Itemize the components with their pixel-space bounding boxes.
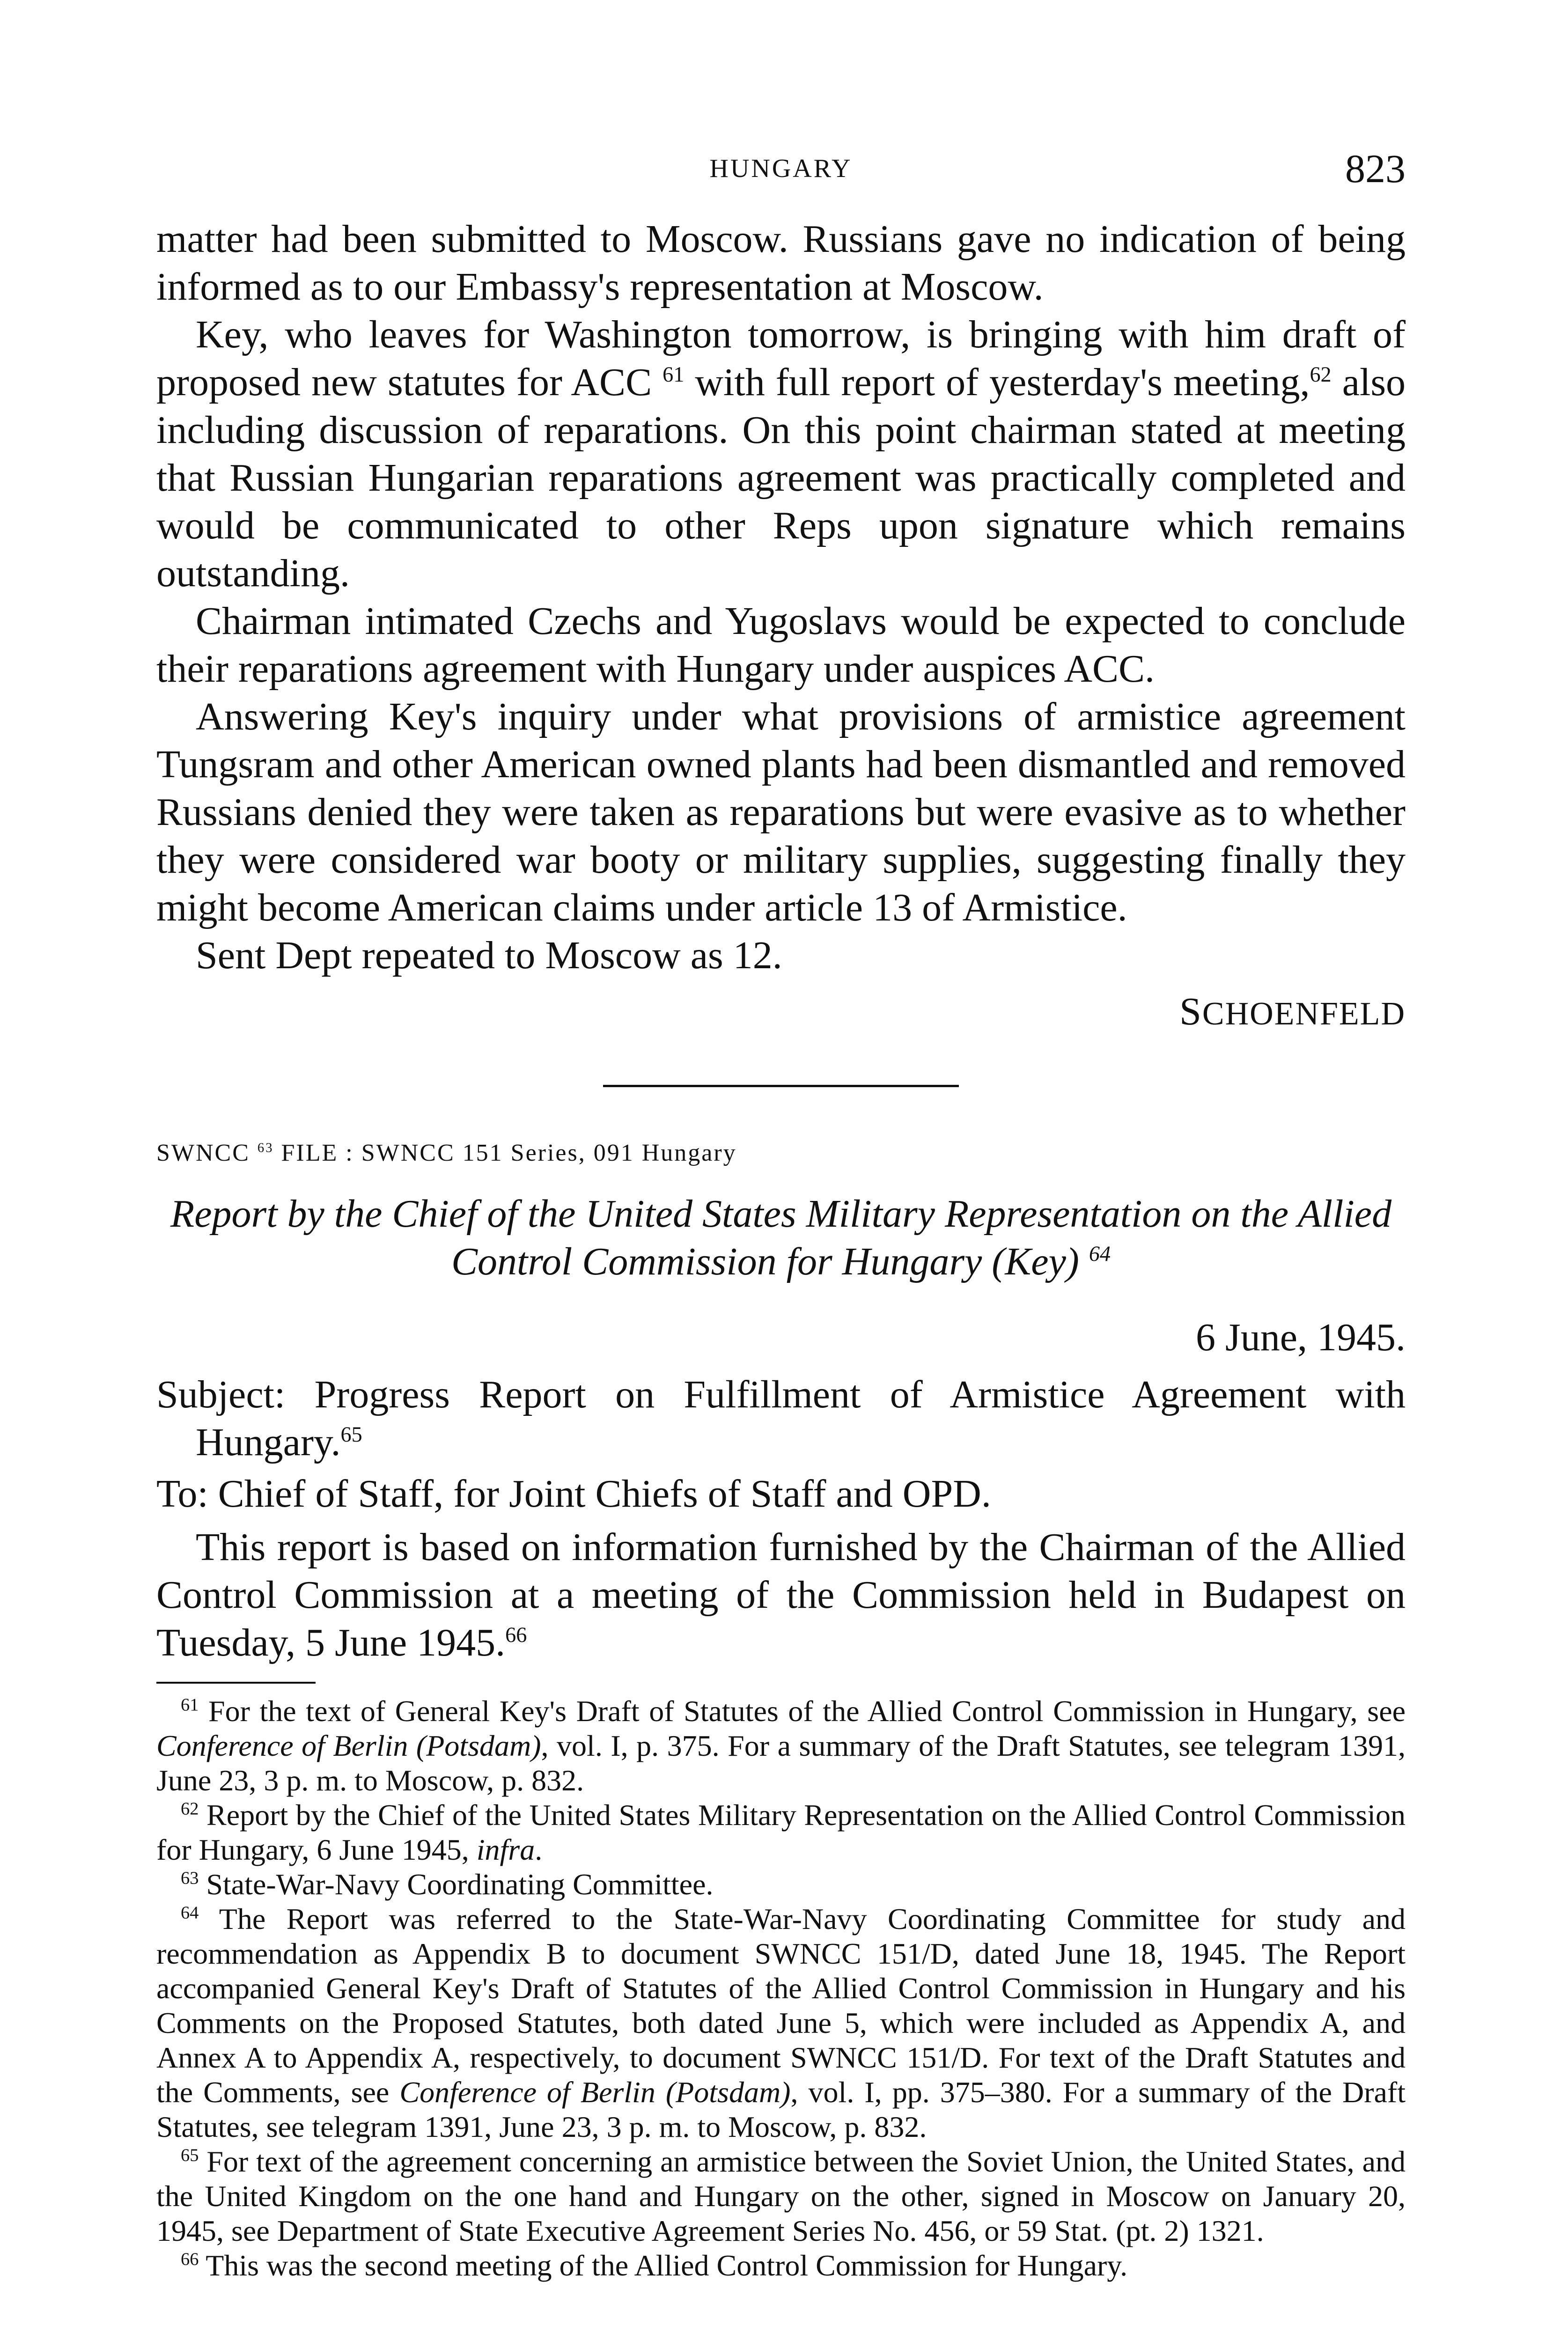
footnote-ref-66: 66 [505,1623,527,1647]
footnote-61-citation: Conference of Berlin (Potsdam) [156,1729,541,1762]
body-paragraph-2 [156,311,1406,597]
footnotes [156,1694,1406,2283]
footnote-65 [156,2144,1406,2248]
footnote-62-part-b: . [535,1833,543,1866]
file-reference [156,1129,1406,1177]
to-line: To: Chief of Staff, for Joint Chiefs of Staff and OPD. [156,1472,991,1516]
report-paragraph-1 [156,1524,1406,1667]
page-number: 823 [1345,146,1406,191]
page-header [156,145,1406,197]
document-date: 6 June, 1945. [1196,1316,1406,1359]
signature-initial: S [1179,990,1202,1033]
signature [156,988,1406,1038]
footnote-61 [156,1694,1406,1798]
footnote-65-text: For text of the agreement concerning an armistice between the Soviet Union, the United States, and the United Kingdom on the one hand and Hungary on the other, signed in Moscow on January 20, 1945, see Department of State Executive Agreement Series No. 456, or 59 Stat. (pt. 2) 1321. [156,2145,1406,2247]
footnote-number-64: 64 [181,1903,199,1923]
footnote-63-text: State-War-Navy Coordinating Committee. [206,1868,714,1901]
footnote-ref-63: 63 [257,1141,274,1156]
section-divider [603,1085,959,1087]
footnote-ref-62: 62 [1310,362,1332,386]
footnote-61-part-b: , vol. I, p. 375. For a summary of the Draft Statutes, see telegram 1391, June 23, 3 p. m. to Moscow, p. 832. [156,1729,1406,1797]
footnote-number-61: 61 [181,1695,199,1715]
footnote-62-citation: infra [476,1833,535,1866]
page-body [156,215,1406,2283]
report-paragraph-1-text: This report is based on information furnished by the Chairman of the Allied Control Commission at a meeting of the Commission held in Budapest on Tuesday, 5 June 1945. [156,1525,1406,1664]
footnote-62 [156,1798,1406,1867]
footnote-divider [156,1682,316,1684]
file-reference-text: FILE : SWNCC 151 Series, 091 Hungary [273,1140,737,1166]
subject-line [156,1371,1406,1466]
document-title [156,1190,1406,1286]
body-paragraph-2-part-c: also including discussion of reparations. On this point chairman stated at meeting that Russian Hungarian reparations agreement was practically completed and would be communicated to other Reps upon signature which remains outstanding. [156,361,1406,595]
body-paragraph-5: Sent Dept repeated to Moscow as 12. [196,934,782,977]
body-paragraph-1: matter had been submitted to Moscow. Russians gave no indication of being informed as to our Embassy's representation at Moscow. [156,217,1406,309]
footnote-61-part-a: For the text of General Key's Draft of Statutes of the Allied Control Commission in Hungary, see [208,1694,1406,1728]
body-paragraph-2-part-a: Key, who leaves for Washington tomorrow, is bringing with him draft of proposed new statutes for ACC [156,313,1406,404]
body-paragraph-4: Answering Key's inquiry under what provisions of armistice agreement Tungsram and other American owned plants had been dismantled and removed Russians denied they were taken as reparations but were evasive as to whether they were considered war booty or military supplies, suggesting finally they might become American claims under article 13 of Armistice. [156,695,1406,929]
footnote-64-part-b: , vol. I, pp. 375–380. For a summary of the Draft Statutes, see telegram 1391, June 23, 3 p. m. to Moscow, p. 832. [156,2076,1406,2143]
body-paragraph-2-part-b: with full report of yesterday's meeting, [684,361,1310,404]
footnote-63 [156,1867,1406,1902]
running-head: HUNGARY [709,154,853,183]
body-paragraph-3: Chairman intimated Czechs and Yugoslavs would be expected to conclude their reparations agreement with Hungary under auspices ACC. [156,599,1406,691]
footnote-ref-61: 61 [663,362,685,386]
footnote-66-text: This was the second meeting of the Allied Control Commission for Hungary. [206,2249,1128,2282]
footnote-number-66: 66 [181,2249,199,2269]
subject-text: Subject: Progress Report on Fulfillment of Armistice Agreement with Hungary. [156,1373,1406,1464]
footnote-number-62: 62 [181,1799,199,1819]
file-prefix: SWNCC [156,1140,250,1166]
footnote-64 [156,1902,1406,2144]
footnote-66 [156,2248,1406,2283]
footnote-number-65: 65 [181,2145,199,2165]
document-title-text: Report by the Chief of the United States Military Representation on the Allied Control Commission for Hungary (Key) [170,1192,1392,1283]
footnote-ref-65: 65 [340,1422,362,1446]
footnote-number-63: 63 [181,1868,199,1888]
footnote-ref-64: 64 [1089,1242,1111,1266]
footnote-64-part-a: The Report was referred to the State-War-Navy Coordinating Committee for study and recommendation as Appendix B to document SWNCC 151/D, dated June 18, 1945. The Report accompanied General Key's Draft of Statutes of the Allied Control Commission in Hungary and his Comments on the Proposed Statutes, both dated June 5, which were included as Appendix A, and Annex A to Appendix A, respectively, to document SWNCC 151/D. For text of the Draft Statutes and the Comments, see [156,1902,1406,2109]
footnote-62-part-a: Report by the Chief of the United States Military Representation on the Allied Control Commission for Hungary, 6 June 1945, [156,1798,1406,1866]
signature-rest: CHOENFELD [1202,996,1406,1032]
footnote-64-citation: Conference of Berlin (Potsdam) [399,2076,791,2109]
